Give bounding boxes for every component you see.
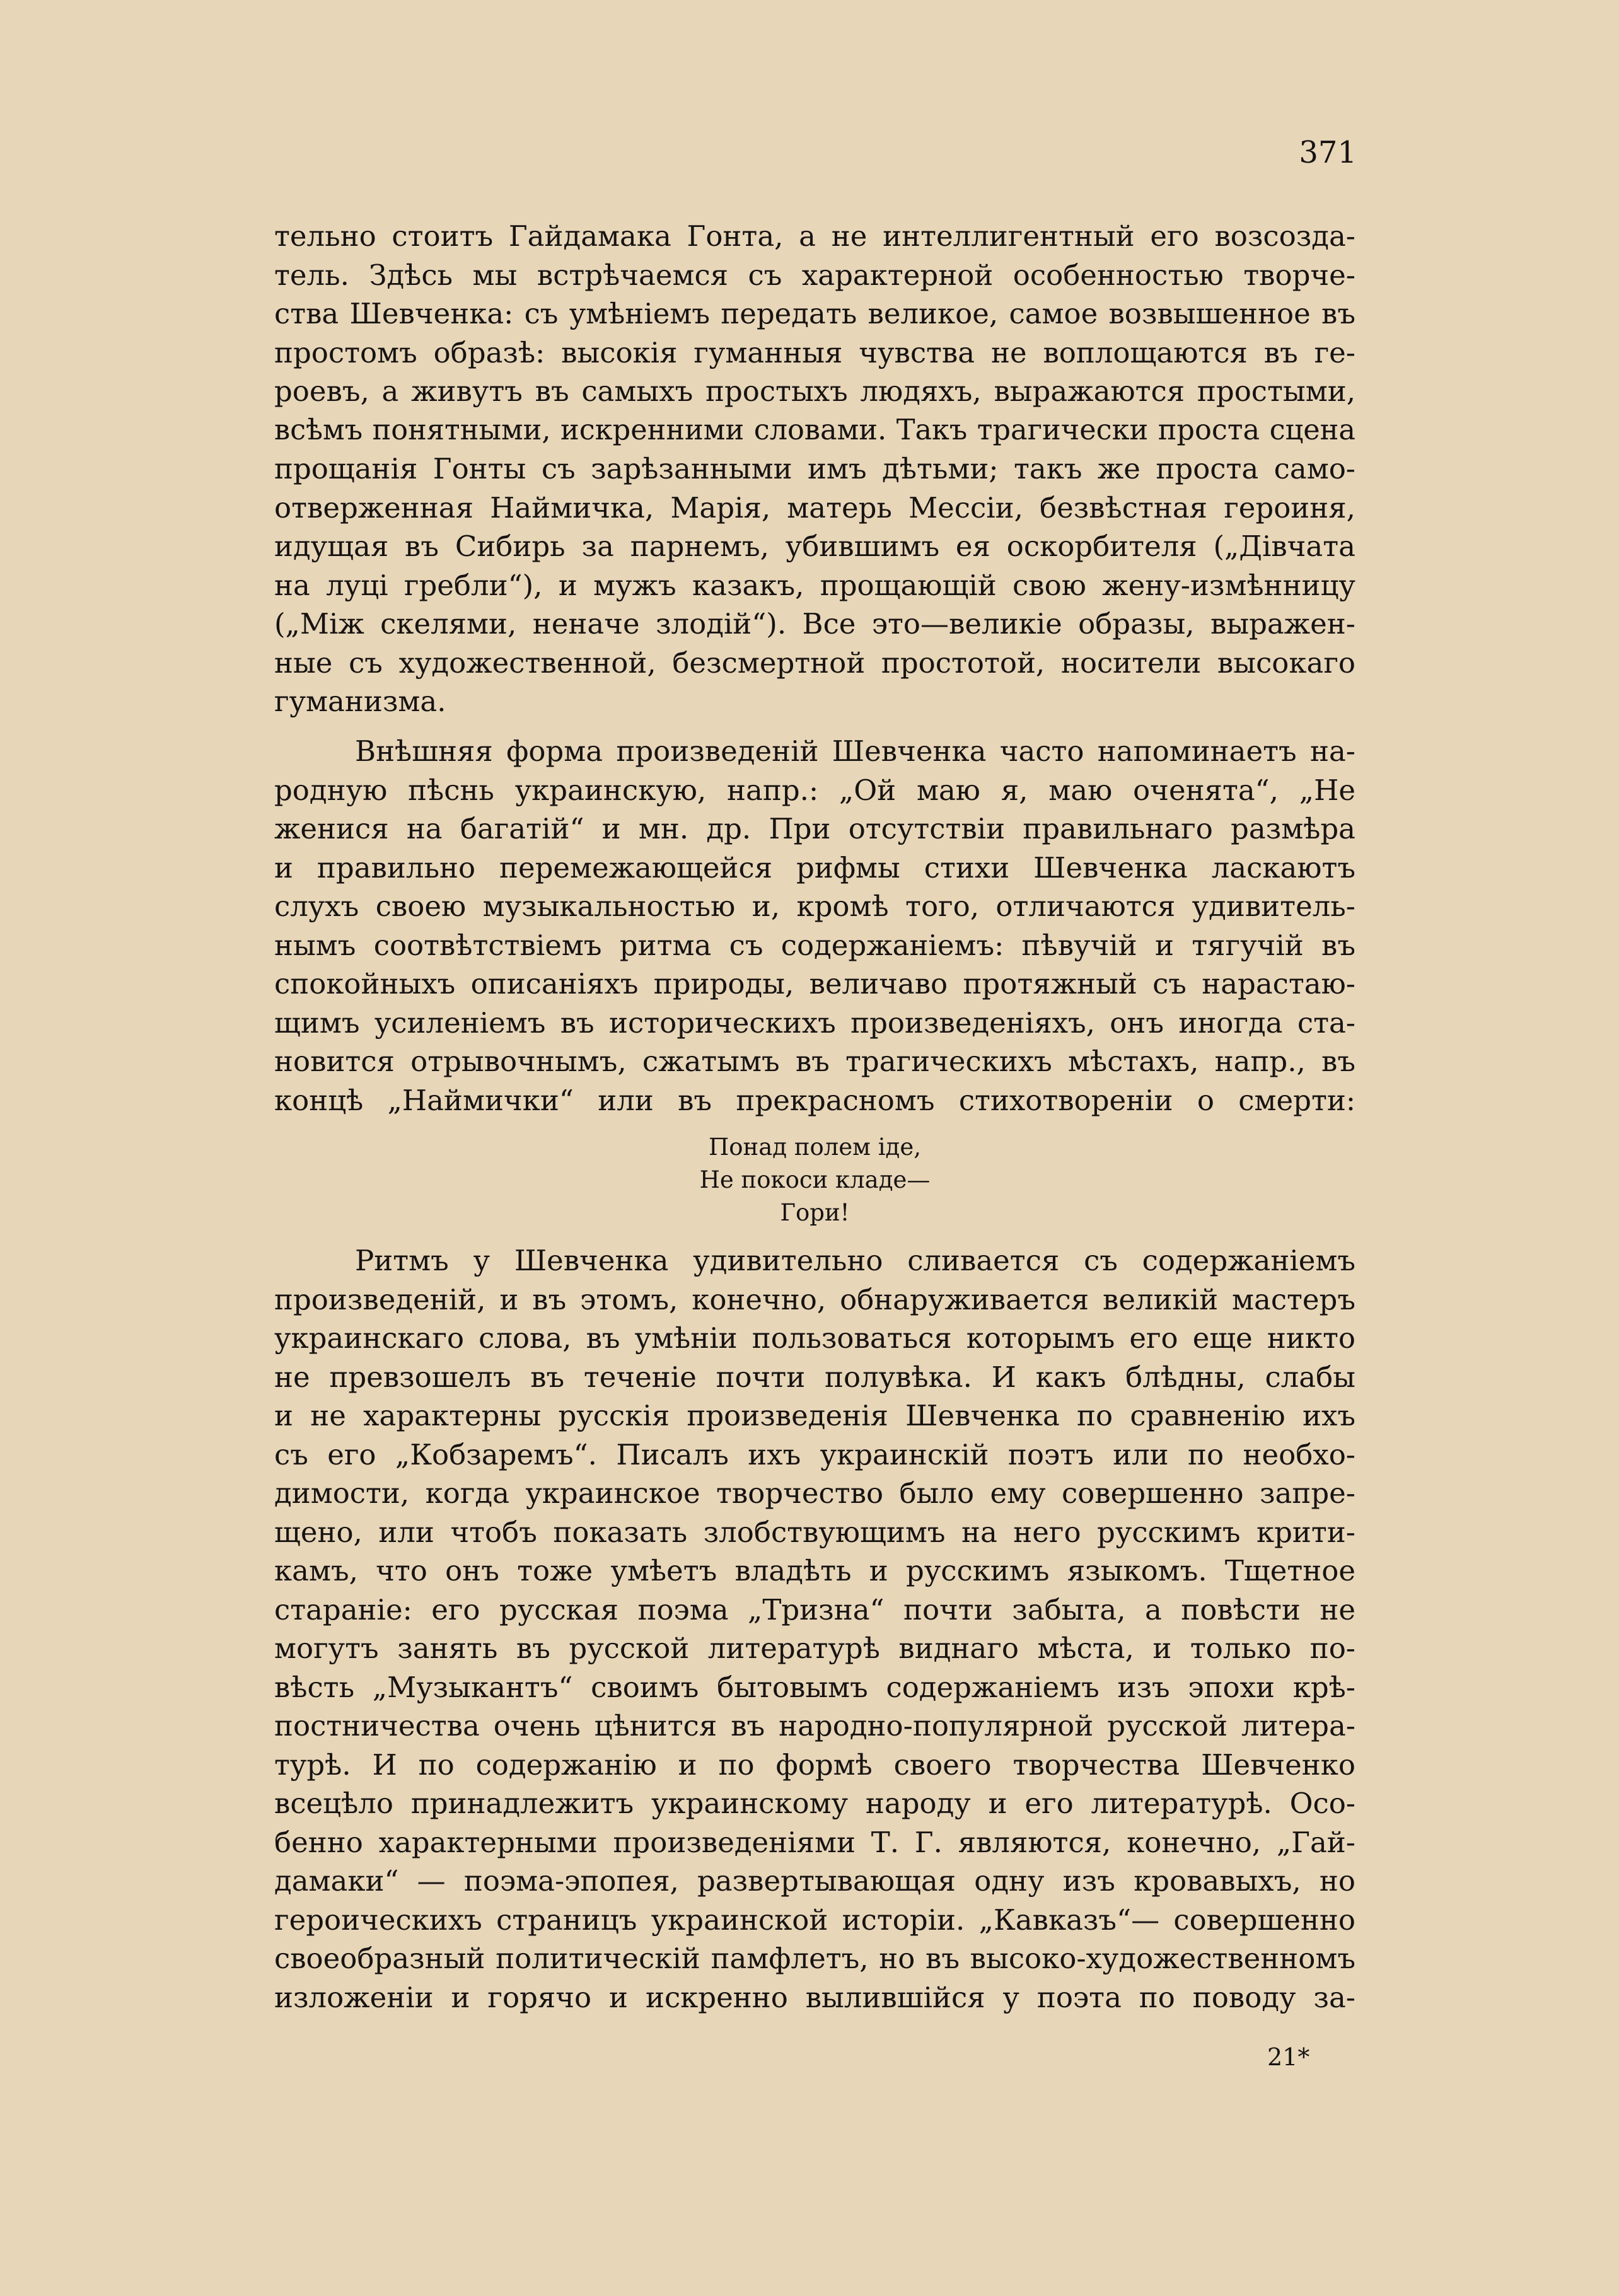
- text-line: могутъ занять въ русской литературѣ виднаго мѣста, и только по-: [274, 1632, 1355, 1665]
- text-line: спокойныхъ описаніяхъ природы, величаво протяжный съ нарастаю-: [274, 967, 1355, 1000]
- text-line: героическихъ страницъ украинской исторіи. „Кавказъ“— совершенно: [274, 1903, 1355, 1937]
- verse-line: Не покоси кладе—: [699, 1166, 931, 1193]
- text-line: идущая въ Сибирь за парнемъ, убившимъ ея оскорбителя („Дівчата: [274, 530, 1355, 563]
- text-line: щено, или чтобъ показать злобствующимъ на него русскимъ крити-: [274, 1515, 1355, 1549]
- verse-line: Понад полем іде,: [709, 1134, 921, 1161]
- text-line: тельно стоитъ Гайдамака Гонта, а не интеллигентный его возсозда-: [274, 219, 1355, 253]
- signature-mark: 21*: [1267, 2043, 1310, 2071]
- text-line: своеобразный политическій памфлетъ, но въ высоко-художественномъ: [274, 1942, 1355, 1975]
- text-line: („Між скелями, неначе злодій“). Все это—великіе образы, выражен-: [274, 607, 1355, 641]
- text-line: Внѣшняя форма произведеній Шевченка часто напоминаетъ на-: [355, 734, 1355, 768]
- text-line: ные съ художественной, безсмертной простотой, носители высокаго: [274, 646, 1355, 680]
- text-line: всѣмъ понятными, искренними словами. Такъ трагически проста сцена: [274, 413, 1355, 446]
- text-line: простомъ образѣ: высокія гуманныя чувства не воплощаются въ ге-: [274, 335, 1355, 369]
- text-line: украинскаго слова, въ умѣніи пользоваться которымъ его еще никто: [274, 1321, 1355, 1355]
- text-line: изложеніи и горячо и искренно вылившійся у поэта по поводу за-: [274, 1980, 1355, 2014]
- text-line: родную пѣснь украинскую, напр.: „Ой маю я, маю оченята“, „Не: [274, 773, 1355, 807]
- page-number: 371: [1299, 135, 1357, 170]
- verse-line: Гори!: [780, 1199, 850, 1226]
- text-line: ства Шевченка: съ умѣніемъ передать великое, самое возвышенное въ: [274, 297, 1355, 330]
- text-line: щимъ усиленіемъ въ историческихъ произведеніяхъ, онъ иногда ста-: [274, 1006, 1355, 1040]
- text-line: гуманизма.: [274, 685, 446, 718]
- text-line: произведеній, и въ этомъ, конечно, обнаруживается великій мастеръ: [274, 1282, 1355, 1316]
- text-line: отверженная Наймичка, Марія, матерь Мессіи, безвѣстная героиня,: [274, 490, 1355, 525]
- paragraph-1: [274, 217, 1355, 721]
- paragraph-3: [274, 1241, 1355, 2017]
- text-line: женися на багатій“ и мн. др. При отсутствіи правильнаго размѣра: [274, 812, 1355, 845]
- text-line: и правильно перемежающейся рифмы стихи Шевченка ласкаютъ: [274, 850, 1355, 884]
- text-line: нымъ соотвѣтствіемъ ритма съ содержаніемъ: пѣвучій и тягучій въ: [274, 928, 1355, 962]
- text-line: новится отрывочнымъ, сжатымъ въ трагическихъ мѣстахъ, напр., въ: [274, 1045, 1355, 1078]
- text-line: вѣсть „Музыкантъ“ своимъ бытовымъ содержаніемъ изъ эпохи крѣ-: [274, 1670, 1355, 1704]
- text-line: постничества очень цѣнится въ народно-популярной русской литера-: [274, 1709, 1355, 1742]
- text-line: не превзошелъ въ теченіе почти полувѣка. И какъ блѣдны, слабы: [274, 1360, 1355, 1394]
- text-line: слухъ своею музыкальностью и, кромѣ того, отличаются удивитель-: [274, 890, 1355, 923]
- text-line: дамаки“ — поэма-эпопея, развертывающая одну изъ кровавыхъ, но: [274, 1864, 1355, 1898]
- text-line: бенно характерными произведеніями Т. Г. являются, конечно, „Гай-: [274, 1825, 1355, 1859]
- text-line: на луці гребли“), и мужъ казакъ, прощающій свою жену-измѣнницу: [274, 568, 1355, 602]
- text-line: турѣ. И по содержанію и по формѣ своего творчества Шевченко: [274, 1748, 1355, 1782]
- verse-quote: [274, 1131, 1355, 1229]
- text-line: роевъ, а живутъ въ самыхъ простыхъ людяхъ, выражаются простыми,: [274, 374, 1355, 408]
- text-line: димости, когда украинское творчество было ему совершенно запре-: [274, 1476, 1355, 1510]
- text-line: концѣ „Наймички“ или въ прекрасномъ стихотвореніи о смерти:: [274, 1083, 1355, 1117]
- text-line: и не характерны русскія произведенія Шевченка по сравненію ихъ: [274, 1399, 1355, 1432]
- text-line: стараніе: его русская поэма „Тризна“ почти забыта, а повѣсти не: [274, 1592, 1355, 1626]
- text-line: камъ, что онъ тоже умѣетъ владѣть и русскимъ языкомъ. Тщетное: [274, 1554, 1355, 1587]
- text-line: тель. Здѣсь мы встрѣчаемся съ характерной особенностью творче-: [274, 258, 1355, 292]
- text-line: Ритмъ у Шевченка удивительно сливается съ содержаніемъ: [355, 1244, 1355, 1277]
- text-line: съ его „Кобзаремъ“. Писалъ ихъ украинскій поэтъ или по необхо-: [274, 1437, 1355, 1471]
- text-line: всецѣло принадлежитъ украинскому народу и его литературѣ. Осо-: [274, 1787, 1355, 1820]
- paragraph-2: [274, 732, 1355, 1120]
- text-line: прощанія Гонты съ зарѣзанными имъ дѣтьми; такъ же проста само-: [274, 452, 1355, 485]
